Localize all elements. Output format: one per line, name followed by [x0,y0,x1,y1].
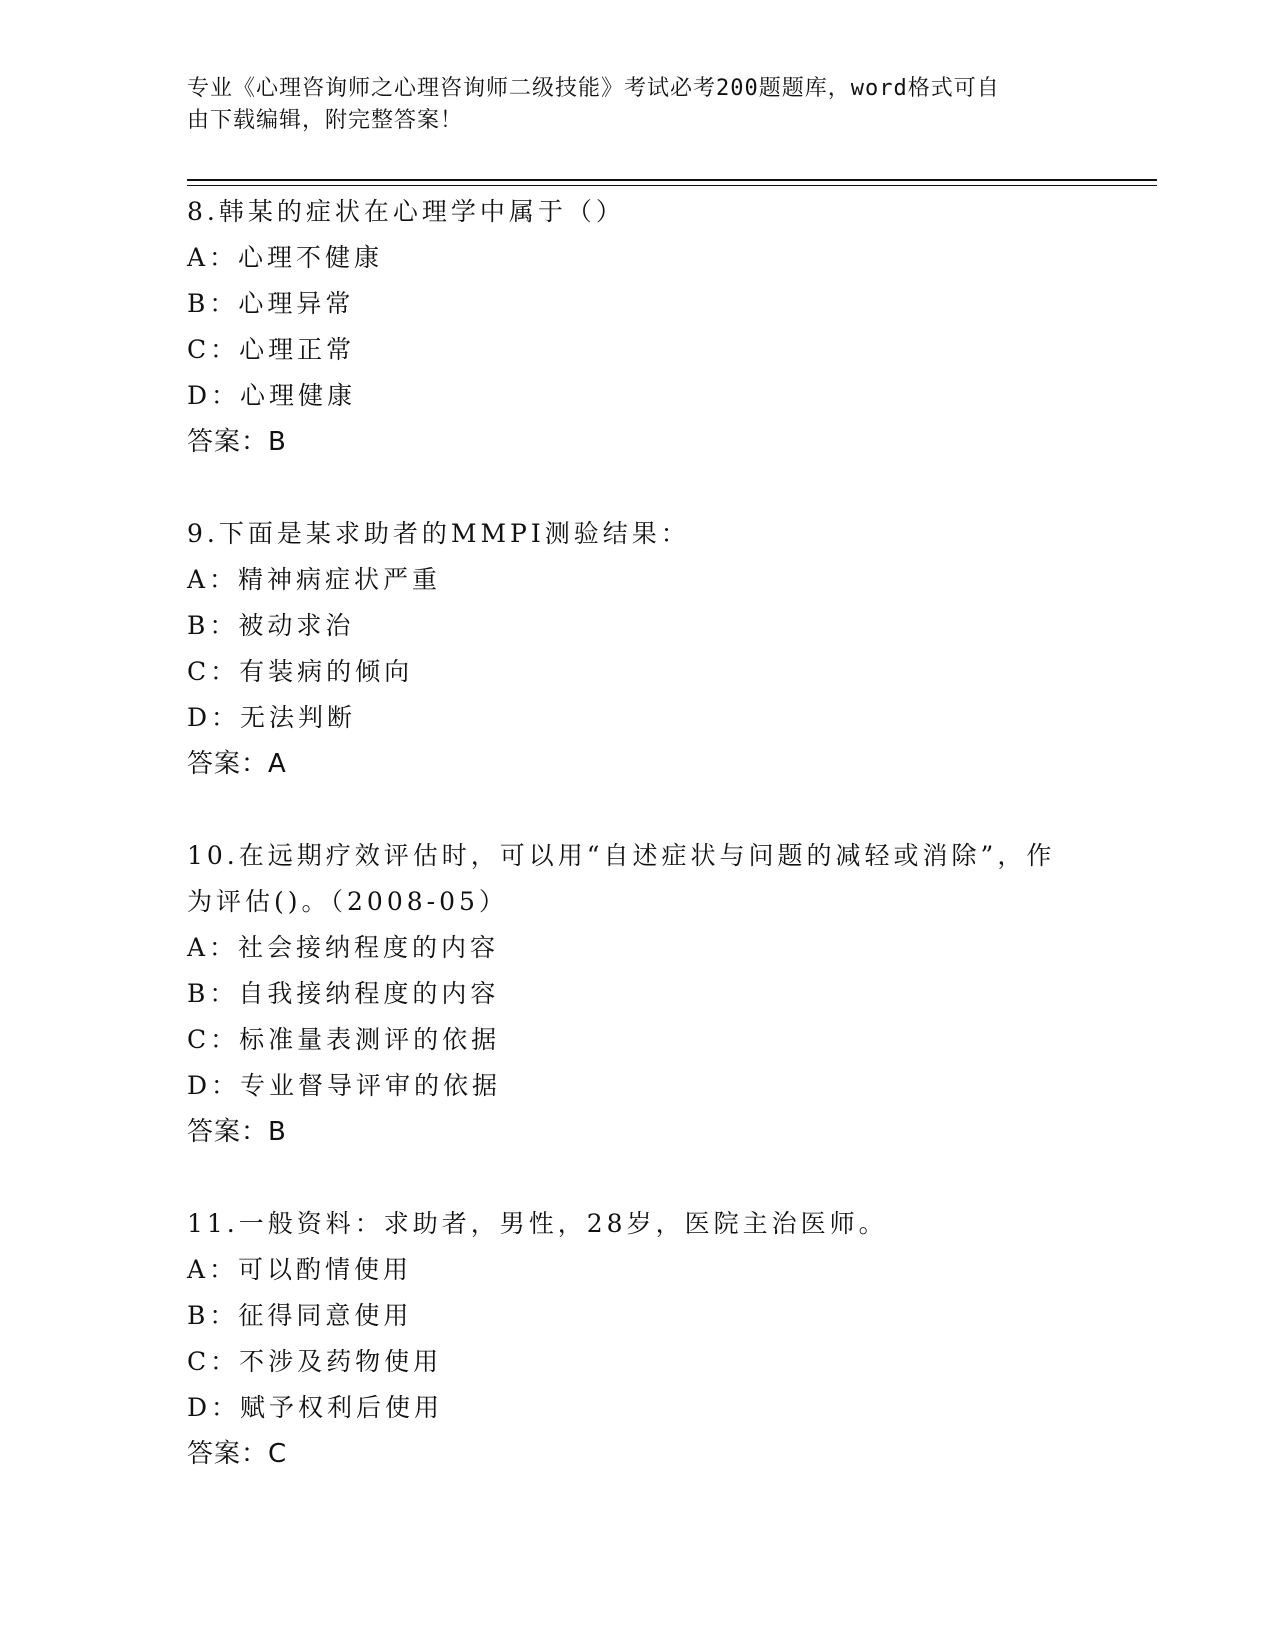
question-8 [187,189,1087,465]
question-stem-line: 10.在远期疗效评估时，可以用“自述症状与问题的减轻或消除”，作 [187,841,1056,870]
option-d: D：赋予权利后使用 [187,1393,444,1422]
option-a: A：精神病症状严重 [187,565,442,594]
question-stem-line: 9.下面是某求助者的MMPI测验结果： [187,519,690,548]
option-c: C：不涉及药物使用 [187,1347,443,1376]
option-a: A：可以酌情使用 [187,1255,413,1284]
question-stem-line: 为评估()。（2008-05） [187,887,508,916]
question-stem [187,511,1087,557]
answer-line: 答案：A [187,749,287,779]
question-stem-line: 8.韩某的症状在心理学中属于（） [187,197,625,226]
option-d: D：心理健康 [187,381,357,410]
question-stem [187,1201,1087,1247]
question-9 [187,511,1087,787]
header-line-2: 由下载编辑，附完整答案！ [187,108,464,133]
option-d: D：专业督导评审的依据 [187,1071,502,1100]
answer-line: 答案：B [187,1117,287,1147]
question-stem [187,189,1087,235]
option-b: B：征得同意使用 [187,1301,413,1330]
question-list [187,189,1087,1523]
option-d: D：无法判断 [187,703,357,732]
option-a: A：社会接纳程度的内容 [187,933,500,962]
header-divider-thin [187,185,1157,186]
option-c: C：有装病的倾向 [187,657,414,686]
option-a: A：心理不健康 [187,243,384,272]
answer-line: 答案：C [187,1439,288,1469]
option-c: C：标准量表测评的依据 [187,1025,501,1054]
header-divider-thick [187,179,1157,181]
header-line-1: 专业《心理咨询师之心理咨询师二级技能》考试必考200题题库，word格式可自 [187,76,1000,101]
option-c: C：心理正常 [187,335,356,364]
question-stem-line: 11.一般资料：求助者，男性，28岁，医院主治医师。 [187,1209,888,1238]
question-11 [187,1201,1087,1477]
question-stem [187,833,1087,925]
option-b: B：自我接纳程度的内容 [187,979,500,1008]
answer-line: 答案：B [187,427,287,457]
option-b: B：被动求治 [187,611,355,640]
option-b: B：心理异常 [187,289,355,318]
question-10 [187,833,1087,1155]
document-header [187,73,1067,137]
